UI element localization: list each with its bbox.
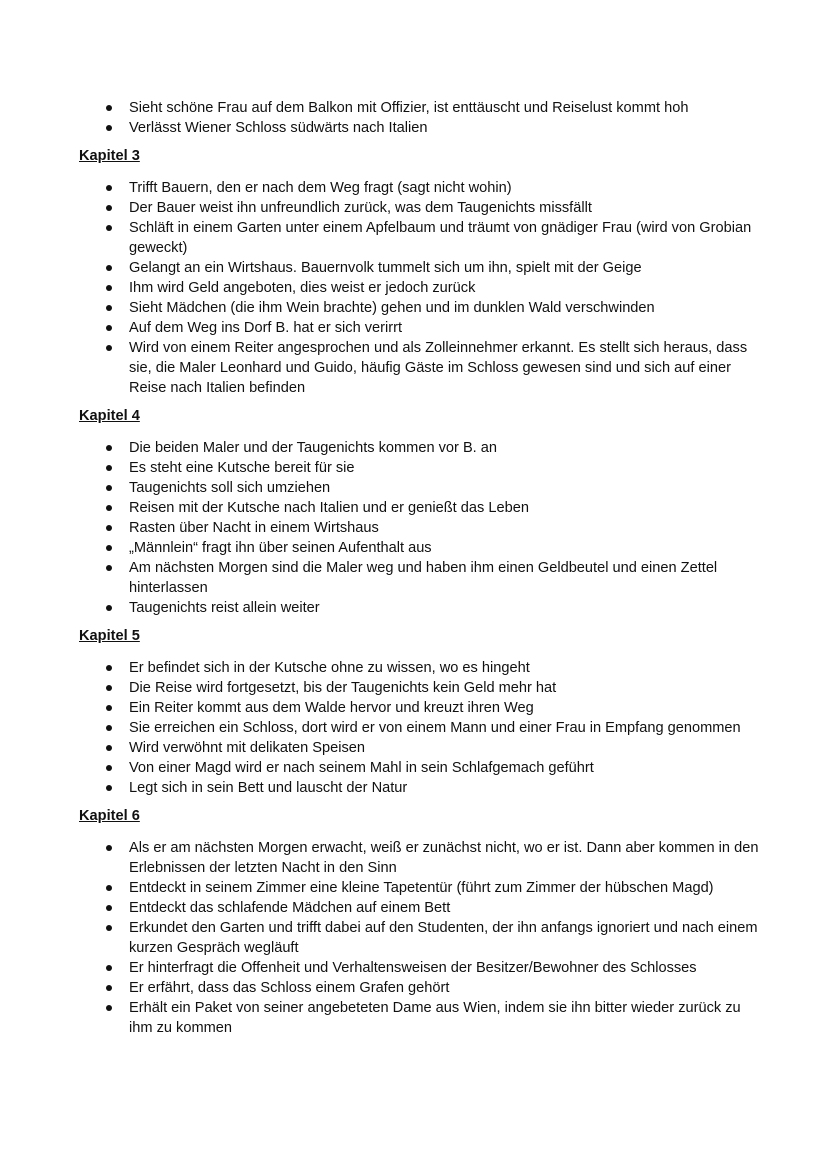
section-kapitel-4 <box>79 406 759 618</box>
list-item: Verlässt Wiener Schloss südwärts nach Italien <box>79 118 759 138</box>
list-item: Er hinterfragt die Offenheit und Verhaltensweisen der Besitzer/Bewohner des Schlosses <box>79 958 759 978</box>
section-kapitel-6 <box>79 806 759 1038</box>
section-kapitel-3 <box>79 146 759 398</box>
list-item: Sieht Mädchen (die ihm Wein brachte) gehen und im dunklen Wald verschwinden <box>79 298 759 318</box>
list-item: Taugenichts soll sich umziehen <box>79 478 759 498</box>
list-item: Taugenichts reist allein weiter <box>79 598 759 618</box>
list-item: Entdeckt das schlafende Mädchen auf einem Bett <box>79 898 759 918</box>
list-item: Reisen mit der Kutsche nach Italien und er genießt das Leben <box>79 498 759 518</box>
section-list <box>79 838 759 1038</box>
list-item: Er befindet sich in der Kutsche ohne zu wissen, wo es hingeht <box>79 658 759 678</box>
list-item: Entdeckt in seinem Zimmer eine kleine Tapetentür (führt zum Zimmer der hübschen Magd) <box>79 878 759 898</box>
list-item: Schläft in einem Garten unter einem Apfelbaum und träumt von gnädiger Frau (wird von Grobian geweckt) <box>79 218 759 258</box>
list-item: Er erfährt, dass das Schloss einem Grafen gehört <box>79 978 759 998</box>
list-item: Wird verwöhnt mit delikaten Speisen <box>79 738 759 758</box>
list-item: Rasten über Nacht in einem Wirtshaus <box>79 518 759 538</box>
section-list <box>79 438 759 618</box>
list-item: Als er am nächsten Morgen erwacht, weiß er zunächst nicht, wo er ist. Dann aber kommen in den Erlebnissen der letzten Nacht in den Sinn <box>79 838 759 878</box>
section-kapitel-5 <box>79 626 759 798</box>
list-item: Trifft Bauern, den er nach dem Weg fragt (sagt nicht wohin) <box>79 178 759 198</box>
list-item: Am nächsten Morgen sind die Maler weg und haben ihm einen Geldbeutel und einen Zettel hinterlassen <box>79 558 759 598</box>
list-item: Ihm wird Geld angeboten, dies weist er jedoch zurück <box>79 278 759 298</box>
section-heading: Kapitel 3 <box>79 148 140 164</box>
list-item: Erkundet den Garten und trifft dabei auf den Studenten, der ihn anfangs ignoriert und nach einem kurzen Gespräch wegläuft <box>79 918 759 958</box>
list-item: Auf dem Weg ins Dorf B. hat er sich verirrt <box>79 318 759 338</box>
section-heading: Kapitel 5 <box>79 628 140 644</box>
list-item: Von einer Magd wird er nach seinem Mahl in sein Schlafgemach geführt <box>79 758 759 778</box>
list-item: Ein Reiter kommt aus dem Walde hervor und kreuzt ihren Weg <box>79 698 759 718</box>
list-item: Es steht eine Kutsche bereit für sie <box>79 458 759 478</box>
list-item: Wird von einem Reiter angesprochen und als Zolleinnehmer erkannt. Es stellt sich heraus, dass sie, die Maler Leonhard und Guido, häufig Gäste im Schloss gewesen sind und sich auf einer Reise nach Italien befinden <box>79 338 759 398</box>
list-item: Sieht schöne Frau auf dem Balkon mit Offizier, ist enttäuscht und Reiselust kommt hoh <box>79 98 759 118</box>
section-heading: Kapitel 6 <box>79 808 140 824</box>
section-heading: Kapitel 4 <box>79 408 140 424</box>
list-item: Erhält ein Paket von seiner angebeteten Dame aus Wien, indem sie ihn bitter wieder zurück zu ihm zu kommen <box>79 998 759 1038</box>
list-item: Der Bauer weist ihn unfreundlich zurück, was dem Taugenichts missfällt <box>79 198 759 218</box>
list-item: Die Reise wird fortgesetzt, bis der Taugenichts kein Geld mehr hat <box>79 678 759 698</box>
list-item: Legt sich in sein Bett und lauscht der Natur <box>79 778 759 798</box>
document-content <box>79 98 759 1038</box>
section-list <box>79 178 759 398</box>
list-item: Sie erreichen ein Schloss, dort wird er von einem Mann und einer Frau in Empfang genommen <box>79 718 759 738</box>
list-item: Gelangt an ein Wirtshaus. Bauernvolk tummelt sich um ihn, spielt mit der Geige <box>79 258 759 278</box>
list-item: „Männlein“ fragt ihn über seinen Aufenthalt aus <box>79 538 759 558</box>
list-item: Die beiden Maler und der Taugenichts kommen vor B. an <box>79 438 759 458</box>
section-list <box>79 658 759 798</box>
intro-list <box>79 98 759 138</box>
